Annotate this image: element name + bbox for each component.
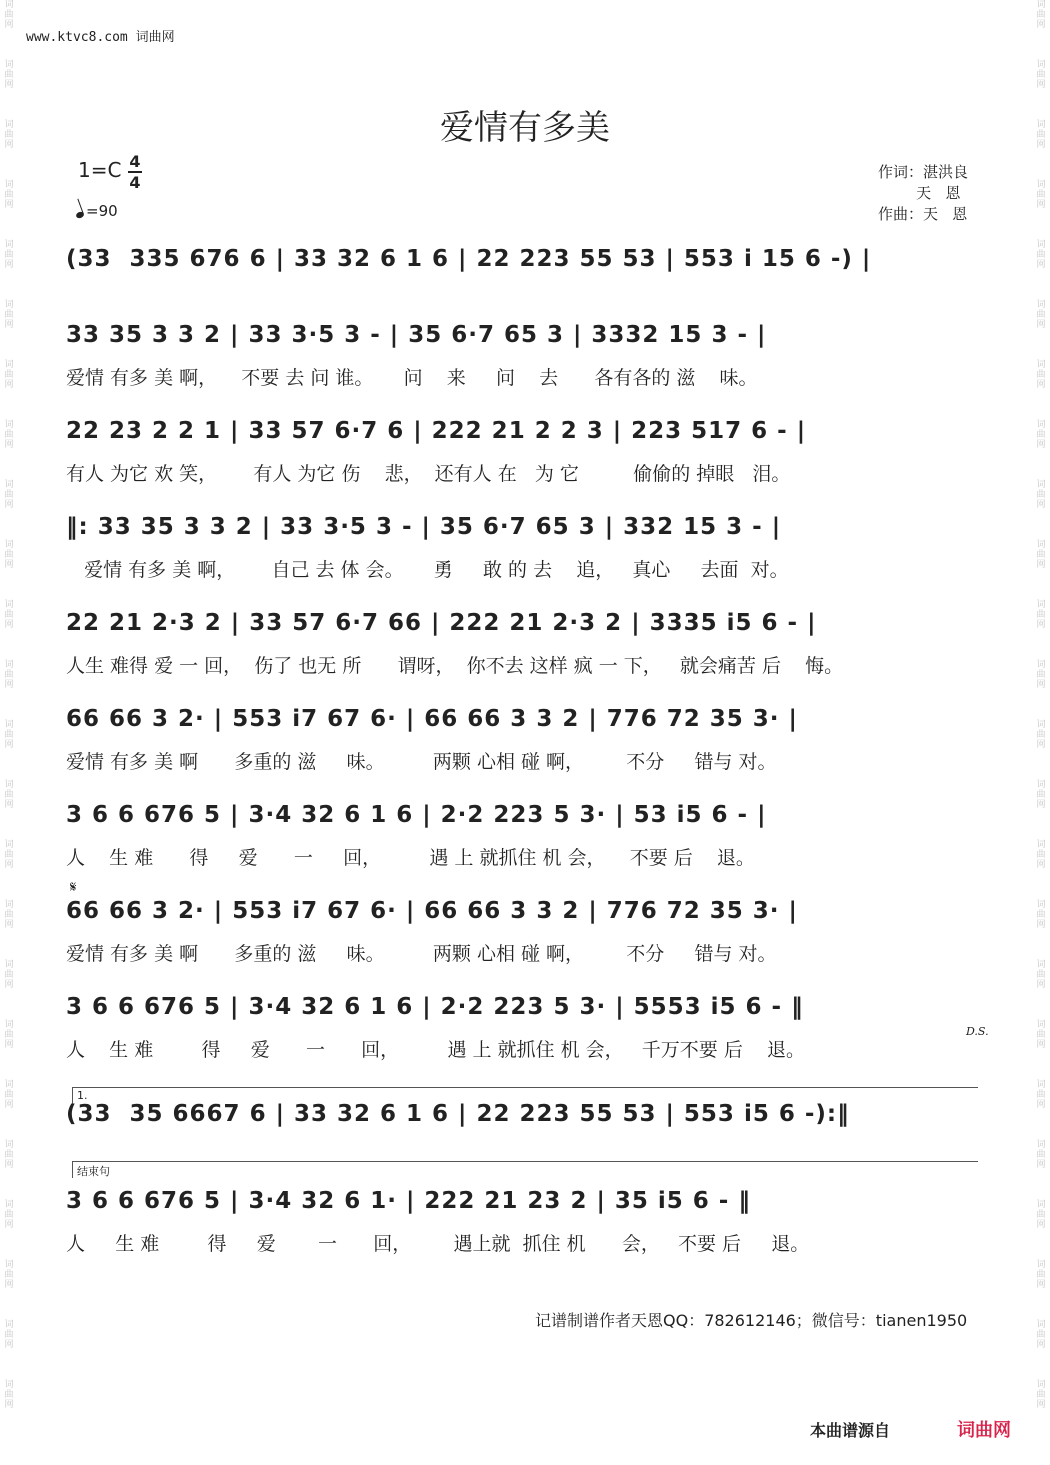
notation: 3 6 6 676 5 | 3·4 32 6 1 6 | 2·2 223 5 3· | 5553 i5 6 - ‖ <box>66 994 804 1020</box>
staff-line-4 <box>66 514 986 594</box>
notation: 66 66 3 2· | 553 i7 67 6· | 66 66 3 3 2 | 776 72 35 3· | <box>66 706 798 732</box>
notation: 22 21 2·3 2 | 33 57 6·7 66 | 222 21 2·3 2 | 3335 i5 6 - | <box>66 610 817 636</box>
staff-line-8 <box>66 898 986 978</box>
lyrics: 爱情 有多 美 啊 多重的 滋 味。 两颗 心相 碰 啊， 不分 错与 对。 <box>66 751 777 773</box>
lyrics: 爱情 有多 美 啊 多重的 滋 味。 两颗 心相 碰 啊， 不分 错与 对。 <box>66 943 777 965</box>
time-signature-top: 4 <box>129 152 141 171</box>
staff-line-7 <box>66 802 986 882</box>
lyrics: 人 生 难 得 爱 一 回， 遇 上 就抓住 机 会， 千万不要 后 退。 <box>66 1039 805 1061</box>
key-signature: 1=C <box>78 158 122 182</box>
ending-label: 结束句 <box>77 1165 110 1178</box>
staff-line-9 <box>66 994 986 1074</box>
source-label: 本曲谱源自 <box>810 1421 891 1440</box>
site-url: www.ktvc8.com 词曲网 <box>26 30 175 45</box>
lyrics: 爱情 有多 美 啊， 自己 去 体 会。 勇 敢 的 去 追， 真心 去面 对。 <box>66 559 789 581</box>
quarter-note-icon <box>75 211 85 219</box>
notation: 3 6 6 676 5 | 3·4 32 6 1 6 | 2·2 223 5 3· | 53 i5 6 - | <box>66 802 767 828</box>
segno-sign: 𝄋 <box>70 878 77 896</box>
side-watermark-right: 词曲网 词曲网 词曲网 词曲网 词曲网 词曲网 词曲网 词曲网 词曲网 词曲网 词曲网 词曲网 词曲网 词曲网 词曲网 词曲网 词曲网 词曲网 词曲网 词曲网 词曲网 词曲网 词曲网 词曲网 <box>1036 0 1046 1410</box>
lyricist-2: 天 恩 <box>878 184 961 202</box>
notation: (33 335 676 6 | 33 32 6 1 6 | 22 223 55 53 | 553 i 15 6 -) | <box>66 246 872 272</box>
volta-label: 1. <box>77 1089 88 1102</box>
tempo-marking: =90 <box>76 202 118 220</box>
staff-line-11 <box>66 1188 986 1268</box>
composer: 作曲：天 恩 <box>878 205 968 223</box>
notation: ‖: 33 35 3 3 2 | 33 3·5 3 - | 35 6·7 65 3 | 332 15 3 - | <box>66 514 782 540</box>
ending-bracket <box>72 1161 978 1178</box>
staff-line-2 <box>66 322 986 402</box>
lyrics: 爱情 有多 美 啊， 不要 去 问 谁。 问 来 问 去 各有各的 滋 味。 <box>66 367 758 389</box>
credits <box>878 162 968 225</box>
staff-line-3 <box>66 418 986 498</box>
song-title: 爱情有多美 <box>440 108 610 148</box>
notation: 33 35 3 3 2 | 33 3·5 3 - | 35 6·7 65 3 | 3332 15 3 - | <box>66 322 767 348</box>
staff-line-5 <box>66 610 986 690</box>
notation: (33 35 6667 6 | 33 32 6 1 6 | 22 223 55 53 | 553 i5 6 -):‖ <box>66 1101 850 1127</box>
side-watermark-left: 词曲网 词曲网 词曲网 词曲网 词曲网 词曲网 词曲网 词曲网 词曲网 词曲网 词曲网 词曲网 词曲网 词曲网 词曲网 词曲网 词曲网 词曲网 词曲网 词曲网 词曲网 词曲网 词曲网 词曲网 <box>4 0 14 1410</box>
lyrics: 人 生 难 得 爱 一 回， 遇上就 抓住 机 会， 不要 后 退。 <box>66 1233 810 1255</box>
lyricist: 作词：湛洪良 <box>878 163 969 181</box>
time-signature-bottom: 4 <box>129 173 141 192</box>
staff-line-6 <box>66 706 986 786</box>
lyrics: 有人 为它 欢 笑， 有人 为它 伤 悲， 还有人 在 为 它 偷偷的 掉眼 泪。 <box>66 463 791 485</box>
site-logo[interactable]: 词曲网 <box>957 1420 1011 1441</box>
staff-line-1 <box>66 246 986 326</box>
notation: 22 23 2 2 1 | 33 57 6·7 6 | 222 21 2 2 3 | 223 517 6 - | <box>66 418 807 444</box>
lyrics: 人 生 难 得 爱 一 回， 遇 上 就抓住 机 会， 不要 后 退。 <box>66 847 755 869</box>
dal-segno-mark: D.S. <box>966 1025 989 1038</box>
time-signature <box>128 152 142 192</box>
notation: 66 66 3 2· | 553 i7 67 6· | 66 66 3 3 2 | 776 72 35 3· | <box>66 898 798 924</box>
transcriber-credit: 记谱制谱作者天恩QQ：782612146；微信号：tianen1950 <box>535 1311 968 1330</box>
notation: 3 6 6 676 5 | 3·4 32 6 1· | 222 21 23 2 | 35 i5 6 - ‖ <box>66 1188 751 1214</box>
lyrics: 人生 难得 爱 一 回， 伤了 也无 所 谓呀， 你不去 这样 疯 一 下， 就会痛苦 后 悔。 <box>66 655 844 677</box>
